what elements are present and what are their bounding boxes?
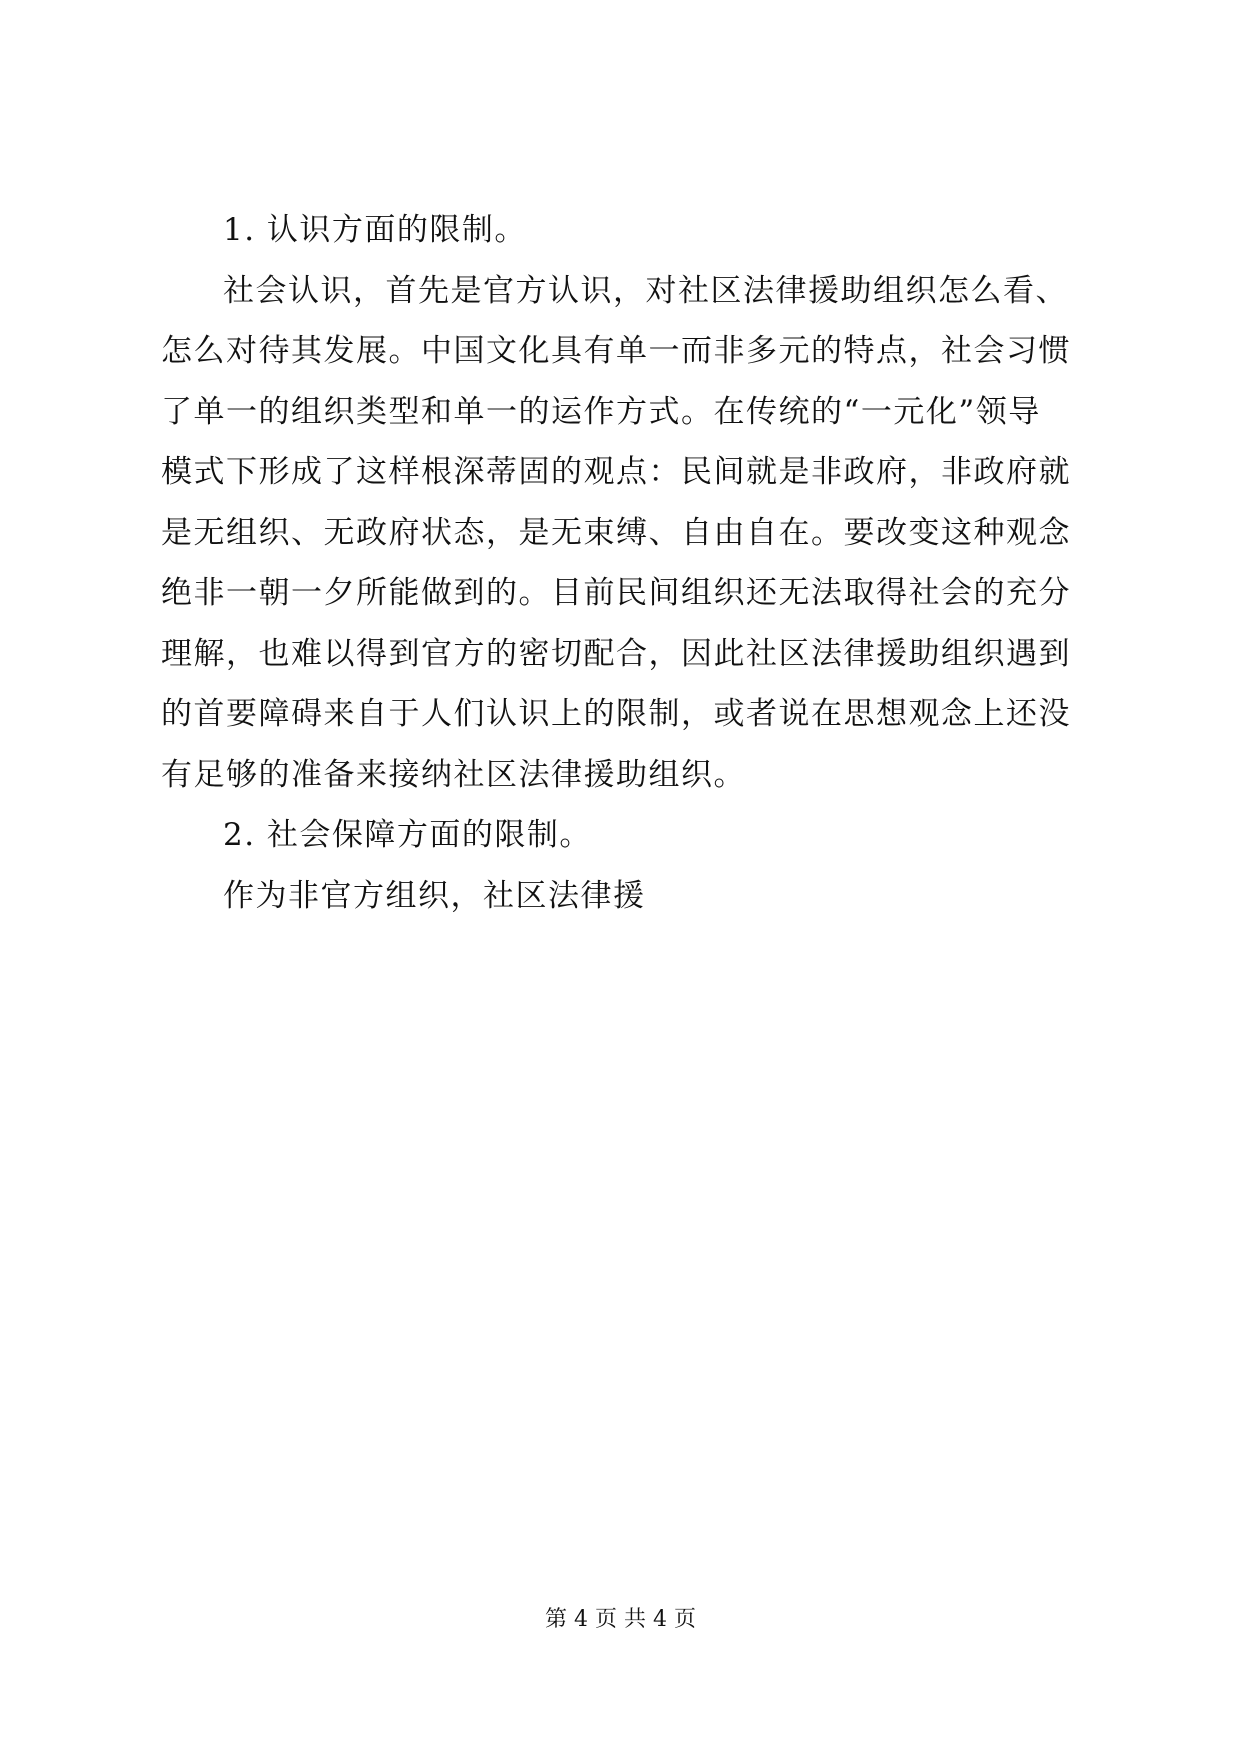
page-number-footer: 第 4 页 共 4 页 xyxy=(545,1607,696,1632)
body-paragraph-2: 作为非官方组织，社区法律援 xyxy=(223,877,646,914)
section-heading-2: 2. 社会保障方面的限制。 xyxy=(223,817,592,853)
document-body xyxy=(161,200,1091,926)
body-paragraph-1: 社会认识，首先是官方认识，对社区法律援助组织怎么看、 怎么对待其发展。中国文化具有单一而非多元的特点，社会习惯 了单一的组织类型和单一的运作方式。在传统的“一元化”领导 模式下形成了这样根深蒂固的观点：民间就是非政府，非政府就 是无组织、无政府状态，是无束缚、自由自在。要改变这种观念 绝非一朝一夕所能做到的。目前民间组织还无法取得社会的充分 理解，也难以得到官方的密切配合，因此社区法律援助组织遇到 的首要障碍来自于人们认识上的限制，或者说在思想观念上还没 有足够的准备来接纳社区法律援助组织。 xyxy=(161,272,1071,793)
section-heading-1: 1. 认识方面的限制。 xyxy=(223,212,527,248)
